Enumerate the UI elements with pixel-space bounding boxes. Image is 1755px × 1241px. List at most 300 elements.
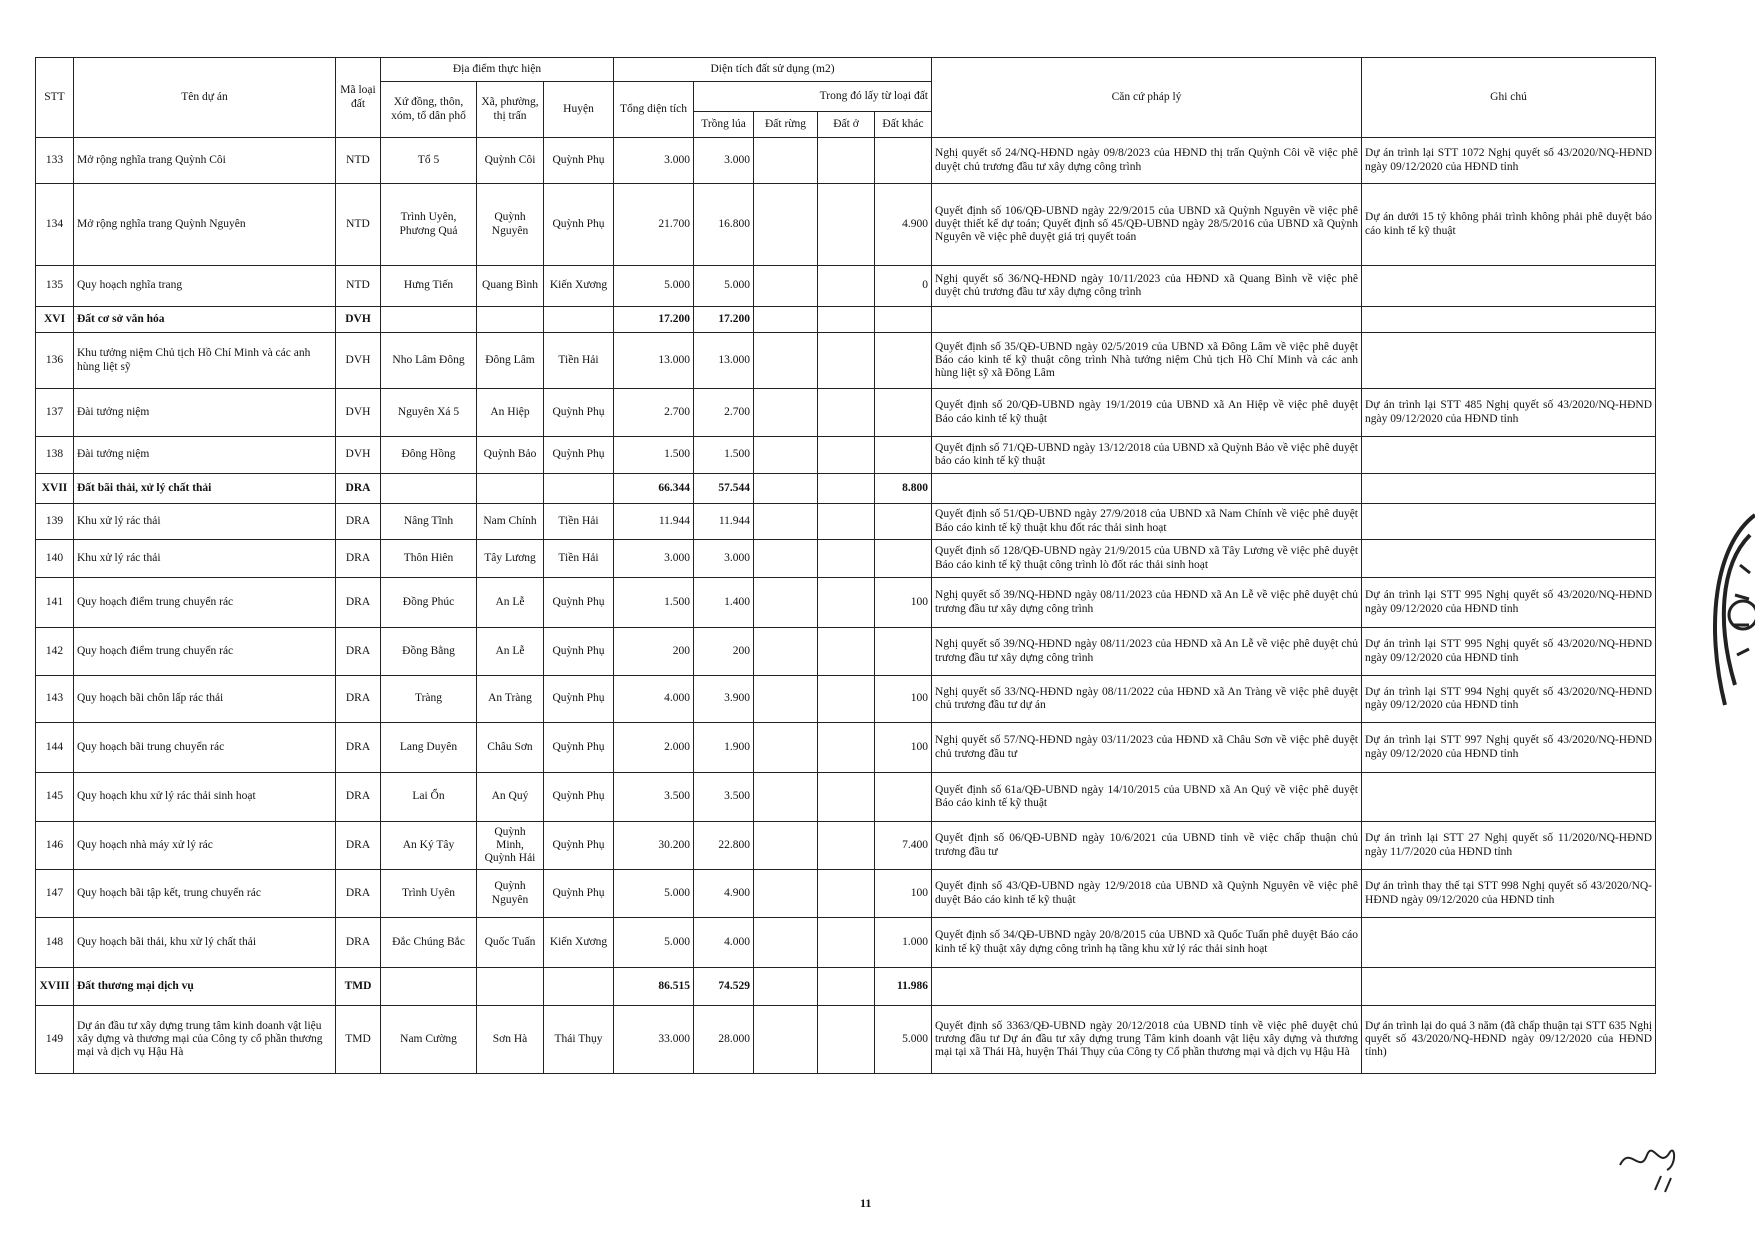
cell-rice: 200 <box>694 628 754 676</box>
header-land-area: Diện tích đất sử dụng (m2) <box>614 58 932 82</box>
cell-other: 4.900 <box>875 184 932 266</box>
cell-other: 8.800 <box>875 474 932 504</box>
cell-commune: Đông Lâm <box>477 333 544 389</box>
cell-total-area: 1.500 <box>614 578 694 628</box>
cell-notes: Dự án trình lại STT 995 Nghị quyết số 43/2020/NQ-HĐND ngày 09/12/2020 của HĐND tỉnh <box>1362 578 1656 628</box>
cell-stt: 148 <box>36 918 74 968</box>
table-row <box>36 773 1656 822</box>
cell-district: Quỳnh Phụ <box>544 628 614 676</box>
cell-other: 1.000 <box>875 918 932 968</box>
cell-forest <box>754 333 818 389</box>
table-row <box>36 437 1656 474</box>
cell-stt: 143 <box>36 676 74 723</box>
cell-legal-basis: Nghị quyết số 33/NQ-HĐND ngày 08/11/2022 của HĐND xã An Tràng về việc phê duyệt chủ trương đầu tư dự án <box>932 676 1362 723</box>
cell-stt: 138 <box>36 437 74 474</box>
table-row <box>36 389 1656 437</box>
cell-district: Quỳnh Phụ <box>544 723 614 773</box>
cell-total-area: 21.700 <box>614 184 694 266</box>
cell-residential <box>818 822 875 870</box>
cell-district: Quỳnh Phụ <box>544 389 614 437</box>
cell-total-area: 3.000 <box>614 540 694 578</box>
cell-commune: Quốc Tuấn <box>477 918 544 968</box>
cell-commune: Châu Sơn <box>477 723 544 773</box>
cell-legal-basis <box>932 474 1362 504</box>
cell-commune: Quỳnh Nguyên <box>477 184 544 266</box>
cell-legal-basis: Quyết định số 43/QĐ-UBND ngày 12/9/2018 của UBND xã Quỳnh Nguyên về việc phê duyệt Báo cáo kinh tế kỹ thuật <box>932 870 1362 918</box>
cell-project-name: Đất bãi thải, xử lý chất thải <box>74 474 336 504</box>
cell-land-code: DRA <box>336 578 381 628</box>
cell-total-area: 3.000 <box>614 138 694 184</box>
cell-field-village: Nho Lâm Đông <box>381 333 477 389</box>
cell-notes: Dự án trình lại STT 485 Nghị quyết số 43/2020/NQ-HĐND ngày 09/12/2020 của HĐND tỉnh <box>1362 389 1656 437</box>
cell-residential <box>818 870 875 918</box>
cell-rice: 28.000 <box>694 1006 754 1074</box>
cell-land-code: DVH <box>336 333 381 389</box>
cell-land-code: DVH <box>336 389 381 437</box>
header-land-code: Mã loại đất <box>336 58 381 138</box>
table-row <box>36 138 1656 184</box>
signature-icon <box>1615 1140 1695 1200</box>
cell-total-area: 5.000 <box>614 918 694 968</box>
cell-field-village: Đồng Bằng <box>381 628 477 676</box>
cell-other <box>875 773 932 822</box>
table-row <box>36 870 1656 918</box>
cell-land-code: DRA <box>336 676 381 723</box>
cell-legal-basis: Quyết định số 71/QĐ-UBND ngày 13/12/2018 của UBND xã Quỳnh Bảo về việc phê duyệt báo cáo kinh tế kỹ thuật <box>932 437 1362 474</box>
cell-legal-basis: Quyết định số 3363/QĐ-UBND ngày 20/12/2018 của UBND tỉnh về việc phê duyệt chủ trương đầu tư Dự án đầu tư xây dựng trung Tâm kinh doanh vật liệu xây dựng và thương mại tại xã Thái Hà, huyện Thái Thụy của Công ty Cổ phần thương mại và dịch vụ Hậu Hà <box>932 1006 1362 1074</box>
cell-field-village: Nguyên Xá 5 <box>381 389 477 437</box>
cell-total-area: 11.944 <box>614 504 694 540</box>
cell-field-village: Trình Uyên, Phương Quả <box>381 184 477 266</box>
cell-notes: Dự án trình lại STT 27 Nghị quyết số 11/2020/NQ-HĐND ngày 11/7/2020 của HĐND tỉnh <box>1362 822 1656 870</box>
cell-legal-basis <box>932 307 1362 333</box>
cell-forest <box>754 578 818 628</box>
header-rice: Trồng lúa <box>694 112 754 138</box>
cell-forest <box>754 504 818 540</box>
cell-land-code: NTD <box>336 266 381 307</box>
cell-district <box>544 968 614 1006</box>
cell-field-village: Trình Uyên <box>381 870 477 918</box>
cell-commune: An Tràng <box>477 676 544 723</box>
document-sheet <box>35 57 1655 1074</box>
cell-residential <box>818 578 875 628</box>
cell-project-name: Quy hoạch bãi thải, khu xử lý chất thải <box>74 918 336 968</box>
cell-residential <box>818 773 875 822</box>
cell-legal-basis: Nghị quyết số 39/NQ-HĐND ngày 08/11/2023 của HĐND xã An Lễ về việc phê duyệt chủ trương đầu tư xây dựng công trình <box>932 578 1362 628</box>
cell-total-area: 13.000 <box>614 333 694 389</box>
cell-project-name: Quy hoạch bãi trung chuyển rác <box>74 723 336 773</box>
cell-rice: 1.400 <box>694 578 754 628</box>
cell-field-village: Nâng Tĩnh <box>381 504 477 540</box>
cell-land-code: DRA <box>336 540 381 578</box>
cell-stt: 134 <box>36 184 74 266</box>
section-row <box>36 307 1656 333</box>
cell-commune: Quỳnh Bảo <box>477 437 544 474</box>
cell-land-code: DVH <box>336 307 381 333</box>
cell-field-village: Lai Ổn <box>381 773 477 822</box>
cell-residential <box>818 1006 875 1074</box>
table-row <box>36 266 1656 307</box>
header-forest: Đất rừng <box>754 112 818 138</box>
cell-land-code: NTD <box>336 138 381 184</box>
header-residential: Đất ở <box>818 112 875 138</box>
cell-legal-basis: Nghị quyết số 39/NQ-HĐND ngày 08/11/2023 của HĐND xã An Lễ về việc phê duyệt chủ trương đầu tư xây dựng công trình <box>932 628 1362 676</box>
cell-rice: 3.000 <box>694 138 754 184</box>
cell-residential <box>818 504 875 540</box>
cell-other: 100 <box>875 723 932 773</box>
cell-project-name: Quy hoạch điểm trung chuyển rác <box>74 628 336 676</box>
cell-notes: Dự án trình lại do quá 3 năm (đã chấp thuận tại STT 635 Nghị quyết số 43/2020/NQ-HĐND ngày 09/12/2020 của HĐND tỉnh) <box>1362 1006 1656 1074</box>
cell-forest <box>754 307 818 333</box>
cell-rice: 74.529 <box>694 968 754 1006</box>
cell-project-name: Quy hoạch bãi tập kết, trung chuyển rác <box>74 870 336 918</box>
cell-field-village: Tổ 5 <box>381 138 477 184</box>
cell-notes <box>1362 968 1656 1006</box>
cell-rice: 11.944 <box>694 504 754 540</box>
cell-other <box>875 333 932 389</box>
cell-field-village: Đắc Chúng Bắc <box>381 918 477 968</box>
cell-project-name: Đất thương mại dịch vụ <box>74 968 336 1006</box>
cell-land-code: DRA <box>336 628 381 676</box>
cell-legal-basis: Quyết định số 20/QĐ-UBND ngày 19/1/2019 của UBND xã An Hiệp về việc phê duyệt Báo cáo kinh tế kỹ thuật <box>932 389 1362 437</box>
cell-commune: Quỳnh Nguyên <box>477 870 544 918</box>
cell-commune: An Lễ <box>477 578 544 628</box>
cell-commune: Sơn Hà <box>477 1006 544 1074</box>
cell-total-area: 2.000 <box>614 723 694 773</box>
cell-rice: 1.900 <box>694 723 754 773</box>
cell-project-name: Quy hoạch khu xử lý rác thải sinh hoạt <box>74 773 336 822</box>
cell-commune: An Hiệp <box>477 389 544 437</box>
cell-project-name: Khu tưởng niệm Chủ tịch Hồ Chí Minh và các anh hùng liệt sỹ <box>74 333 336 389</box>
cell-legal-basis: Quyết định số 35/QĐ-UBND ngày 02/5/2019 của UBND xã Đông Lâm về việc phê duyệt Báo cáo kinh tế kỹ thuật công trình Nhà tưởng niệm Chủ tịch Hồ Chí Minh và các anh hùng liệt sỹ xã Đông Lâm <box>932 333 1362 389</box>
cell-forest <box>754 723 818 773</box>
cell-other <box>875 437 932 474</box>
cell-stt: 147 <box>36 870 74 918</box>
cell-stt: 146 <box>36 822 74 870</box>
cell-land-code: TMD <box>336 968 381 1006</box>
cell-field-village: An Ký Tây <box>381 822 477 870</box>
cell-stt: 144 <box>36 723 74 773</box>
cell-total-area: 66.344 <box>614 474 694 504</box>
cell-forest <box>754 968 818 1006</box>
cell-residential <box>818 676 875 723</box>
cell-land-code: DRA <box>336 822 381 870</box>
cell-forest <box>754 389 818 437</box>
cell-district: Kiến Xương <box>544 918 614 968</box>
cell-land-code: DRA <box>336 773 381 822</box>
cell-district: Tiền Hải <box>544 333 614 389</box>
cell-stt: 133 <box>36 138 74 184</box>
cell-legal-basis: Quyết định số 06/QĐ-UBND ngày 10/6/2021 của UBND tỉnh về việc chấp thuận chủ trương đầu tư <box>932 822 1362 870</box>
cell-project-name: Đất cơ sở văn hóa <box>74 307 336 333</box>
table-row <box>36 184 1656 266</box>
cell-notes <box>1362 540 1656 578</box>
cell-rice: 5.000 <box>694 266 754 307</box>
table-row <box>36 504 1656 540</box>
cell-rice: 3.900 <box>694 676 754 723</box>
cell-district: Quỳnh Phụ <box>544 578 614 628</box>
cell-legal-basis: Nghị quyết số 36/NQ-HĐND ngày 10/11/2023 của HĐND xã Quang Bình về việc phê duyệt chủ trương đầu tư xây dựng công trình <box>932 266 1362 307</box>
page-number: 11 <box>860 1196 872 1210</box>
cell-field-village: Đông Hồng <box>381 437 477 474</box>
cell-residential <box>818 138 875 184</box>
table-row <box>36 723 1656 773</box>
cell-total-area: 4.000 <box>614 676 694 723</box>
cell-notes: Dự án trình lại STT 997 Nghị quyết số 43/2020/NQ-HĐND ngày 09/12/2020 của HĐND tỉnh <box>1362 723 1656 773</box>
header-project-name: Tên dự án <box>74 58 336 138</box>
cell-stt: 139 <box>36 504 74 540</box>
cell-district <box>544 474 614 504</box>
table-row <box>36 578 1656 628</box>
cell-district: Thái Thụy <box>544 1006 614 1074</box>
cell-commune <box>477 968 544 1006</box>
cell-project-name: Quy hoạch điểm trung chuyển rác <box>74 578 336 628</box>
cell-forest <box>754 138 818 184</box>
cell-rice: 1.500 <box>694 437 754 474</box>
cell-district: Tiền Hải <box>544 504 614 540</box>
cell-project-name: Quy hoạch bãi chôn lấp rác thải <box>74 676 336 723</box>
cell-total-area: 5.000 <box>614 870 694 918</box>
cell-forest <box>754 184 818 266</box>
cell-commune: An Lễ <box>477 628 544 676</box>
land-use-table <box>35 57 1656 1074</box>
cell-forest <box>754 474 818 504</box>
cell-legal-basis: Nghị quyết số 24/NQ-HĐND ngày 09/8/2023 của HĐND thị trấn Quỳnh Côi về việc phê duyệt chủ trương đầu tư xây dựng công trình <box>932 138 1362 184</box>
cell-land-code: TMD <box>336 1006 381 1074</box>
cell-total-area: 3.500 <box>614 773 694 822</box>
cell-commune: Nam Chính <box>477 504 544 540</box>
cell-field-village <box>381 968 477 1006</box>
cell-commune: Quang Bình <box>477 266 544 307</box>
cell-other: 0 <box>875 266 932 307</box>
cell-land-code: DRA <box>336 918 381 968</box>
cell-project-name: Quy hoạch nghĩa trang <box>74 266 336 307</box>
cell-stt: XVII <box>36 474 74 504</box>
cell-total-area: 17.200 <box>614 307 694 333</box>
cell-residential <box>818 333 875 389</box>
cell-rice: 4.000 <box>694 918 754 968</box>
cell-field-village: Tràng <box>381 676 477 723</box>
header-of-which: Trong đó lấy từ loại đất <box>694 82 932 112</box>
header-notes: Ghi chú <box>1362 58 1656 138</box>
header-other: Đất khác <box>875 112 932 138</box>
table-body <box>36 138 1656 1074</box>
cell-notes: Dự án trình thay thế tại STT 998 Nghị quyết số 43/2020/NQ-HĐND ngày 09/12/2020 của HĐND tỉnh <box>1362 870 1656 918</box>
cell-notes <box>1362 307 1656 333</box>
cell-other <box>875 628 932 676</box>
cell-stt: 141 <box>36 578 74 628</box>
cell-district: Quỳnh Phụ <box>544 822 614 870</box>
cell-notes: Dự án trình lại STT 994 Nghị quyết số 43/2020/NQ-HĐND ngày 09/12/2020 của HĐND tỉnh <box>1362 676 1656 723</box>
cell-forest <box>754 1006 818 1074</box>
cell-other <box>875 540 932 578</box>
cell-field-village: Thôn Hiên <box>381 540 477 578</box>
cell-commune: Quỳnh Minh, Quỳnh Hải <box>477 822 544 870</box>
cell-notes: Dự án trình lại STT 995 Nghị quyết số 43/2020/NQ-HĐND ngày 09/12/2020 của HĐND tỉnh <box>1362 628 1656 676</box>
cell-commune: Tây Lương <box>477 540 544 578</box>
cell-district: Quỳnh Phụ <box>544 870 614 918</box>
cell-project-name: Mở rộng nghĩa trang Quỳnh Côi <box>74 138 336 184</box>
cell-rice: 2.700 <box>694 389 754 437</box>
cell-field-village: Hưng Tiến <box>381 266 477 307</box>
cell-stt: 137 <box>36 389 74 437</box>
cell-rice: 3.500 <box>694 773 754 822</box>
cell-rice: 57.544 <box>694 474 754 504</box>
cell-notes <box>1362 504 1656 540</box>
cell-legal-basis: Quyết định số 34/QĐ-UBND ngày 20/8/2015 của UBND xã Quốc Tuấn phê duyệt Báo cáo kinh tế kỹ thuật xây dựng công trình hạ tầng khu xử lý rác thải sinh hoạt <box>932 918 1362 968</box>
cell-rice: 3.000 <box>694 540 754 578</box>
table-row <box>36 822 1656 870</box>
cell-forest <box>754 540 818 578</box>
cell-project-name: Mở rộng nghĩa trang Quỳnh Nguyên <box>74 184 336 266</box>
cell-project-name: Khu xử lý rác thải <box>74 540 336 578</box>
cell-residential <box>818 628 875 676</box>
cell-legal-basis: Quyết định số 61a/QĐ-UBND ngày 14/10/2015 của UBND xã An Quý về việc phê duyệt Báo cáo kinh tế kỹ thuật <box>932 773 1362 822</box>
cell-residential <box>818 437 875 474</box>
header-district: Huyện <box>544 82 614 138</box>
cell-notes <box>1362 474 1656 504</box>
cell-rice: 16.800 <box>694 184 754 266</box>
cell-land-code: DRA <box>336 723 381 773</box>
cell-project-name: Khu xử lý rác thải <box>74 504 336 540</box>
table-row <box>36 628 1656 676</box>
cell-notes <box>1362 918 1656 968</box>
cell-district: Quỳnh Phụ <box>544 184 614 266</box>
cell-land-code: DRA <box>336 504 381 540</box>
cell-project-name: Đài tưởng niệm <box>74 389 336 437</box>
cell-forest <box>754 628 818 676</box>
cell-other: 11.986 <box>875 968 932 1006</box>
cell-forest <box>754 266 818 307</box>
cell-rice: 4.900 <box>694 870 754 918</box>
cell-notes <box>1362 437 1656 474</box>
cell-residential <box>818 307 875 333</box>
cell-legal-basis: Quyết định số 51/QĐ-UBND ngày 27/9/2018 của UBND xã Nam Chính về việc phê duyệt Báo cáo kinh tế kỹ thuật khu đốt rác thải sinh hoạt <box>932 504 1362 540</box>
cell-field-village: Đồng Phúc <box>381 578 477 628</box>
table-row <box>36 1006 1656 1074</box>
cell-total-area: 86.515 <box>614 968 694 1006</box>
cell-residential <box>818 968 875 1006</box>
cell-forest <box>754 870 818 918</box>
cell-total-area: 33.000 <box>614 1006 694 1074</box>
cell-other <box>875 138 932 184</box>
cell-other: 5.000 <box>875 1006 932 1074</box>
cell-stt: 135 <box>36 266 74 307</box>
cell-legal-basis: Quyết định số 128/QĐ-UBND ngày 21/9/2015 của UBND xã Tây Lương về việc phê duyệt Báo cáo kinh tế kỹ thuật công trình lò đốt rác thải sinh hoạt <box>932 540 1362 578</box>
cell-district <box>544 307 614 333</box>
cell-forest <box>754 918 818 968</box>
cell-stt: 136 <box>36 333 74 389</box>
cell-residential <box>818 266 875 307</box>
cell-stt: 142 <box>36 628 74 676</box>
cell-field-village: Lang Duyên <box>381 723 477 773</box>
cell-district: Quỳnh Phụ <box>544 676 614 723</box>
cell-district: Quỳnh Phụ <box>544 437 614 474</box>
cell-legal-basis <box>932 968 1362 1006</box>
cell-commune: An Quý <box>477 773 544 822</box>
cell-land-code: NTD <box>336 184 381 266</box>
header-field-village: Xứ đồng, thôn, xóm, tổ dân phố <box>381 82 477 138</box>
cell-stt: 145 <box>36 773 74 822</box>
cell-total-area: 200 <box>614 628 694 676</box>
header-total-area: Tổng diện tích <box>614 82 694 138</box>
table-row <box>36 333 1656 389</box>
cell-forest <box>754 676 818 723</box>
cell-other: 100 <box>875 676 932 723</box>
cell-notes <box>1362 266 1656 307</box>
cell-stt: XVI <box>36 307 74 333</box>
cell-total-area: 1.500 <box>614 437 694 474</box>
table-row <box>36 540 1656 578</box>
cell-field-village <box>381 474 477 504</box>
cell-land-code: DVH <box>336 437 381 474</box>
cell-commune <box>477 307 544 333</box>
cell-legal-basis: Quyết định số 106/QĐ-UBND ngày 22/9/2015 của UBND xã Quỳnh Nguyên về việc phê duyệt thiết kế dự toán; Quyết định số 45/QĐ-UBND ngày 28/5/2016 của UBND xã Quỳnh Nguyên về việc phê duyệt giá trị quyết toán <box>932 184 1362 266</box>
cell-stt: 149 <box>36 1006 74 1074</box>
cell-district: Quỳnh Phụ <box>544 773 614 822</box>
cell-district: Kiến Xương <box>544 266 614 307</box>
cell-land-code: DRA <box>336 474 381 504</box>
cell-other <box>875 389 932 437</box>
table-row <box>36 918 1656 968</box>
cell-residential <box>818 723 875 773</box>
cell-residential <box>818 184 875 266</box>
cell-district: Quỳnh Phụ <box>544 138 614 184</box>
cell-notes: Dự án trình lại STT 1072 Nghị quyết số 43/2020/NQ-HĐND ngày 09/12/2020 của HĐND tỉnh <box>1362 138 1656 184</box>
cell-other <box>875 307 932 333</box>
cell-stt: 140 <box>36 540 74 578</box>
cell-residential <box>818 918 875 968</box>
header-stt: STT <box>36 58 74 138</box>
cell-commune: Quỳnh Côi <box>477 138 544 184</box>
cell-project-name: Đài tưởng niệm <box>74 437 336 474</box>
cell-residential <box>818 474 875 504</box>
cell-land-code: DRA <box>336 870 381 918</box>
cell-commune <box>477 474 544 504</box>
cell-notes <box>1362 333 1656 389</box>
cell-other <box>875 504 932 540</box>
cell-field-village: Nam Cường <box>381 1006 477 1074</box>
cell-forest <box>754 822 818 870</box>
seal-stamp-icon <box>1695 505 1755 735</box>
table-row <box>36 676 1656 723</box>
cell-legal-basis: Nghị quyết số 57/NQ-HĐND ngày 03/11/2023 của HĐND xã Châu Sơn về việc phê duyệt chủ trương đầu tư <box>932 723 1362 773</box>
cell-total-area: 30.200 <box>614 822 694 870</box>
cell-rice: 13.000 <box>694 333 754 389</box>
cell-total-area: 5.000 <box>614 266 694 307</box>
section-row <box>36 474 1656 504</box>
cell-field-village <box>381 307 477 333</box>
cell-residential <box>818 540 875 578</box>
header-location: Địa điểm thực hiện <box>381 58 614 82</box>
header-legal-basis: Căn cứ pháp lý <box>932 58 1362 138</box>
cell-project-name: Quy hoạch nhà máy xử lý rác <box>74 822 336 870</box>
cell-forest <box>754 437 818 474</box>
cell-notes <box>1362 773 1656 822</box>
cell-other: 100 <box>875 578 932 628</box>
cell-stt: XVIII <box>36 968 74 1006</box>
cell-residential <box>818 389 875 437</box>
cell-other: 100 <box>875 870 932 918</box>
section-row <box>36 968 1656 1006</box>
cell-rice: 17.200 <box>694 307 754 333</box>
header-commune: Xã, phường, thị trấn <box>477 82 544 138</box>
cell-forest <box>754 773 818 822</box>
cell-other: 7.400 <box>875 822 932 870</box>
cell-notes: Dự án dưới 15 tỷ không phải trình không phải phê duyệt báo cáo kinh tế kỹ thuật <box>1362 184 1656 266</box>
cell-district: Tiền Hải <box>544 540 614 578</box>
cell-total-area: 2.700 <box>614 389 694 437</box>
